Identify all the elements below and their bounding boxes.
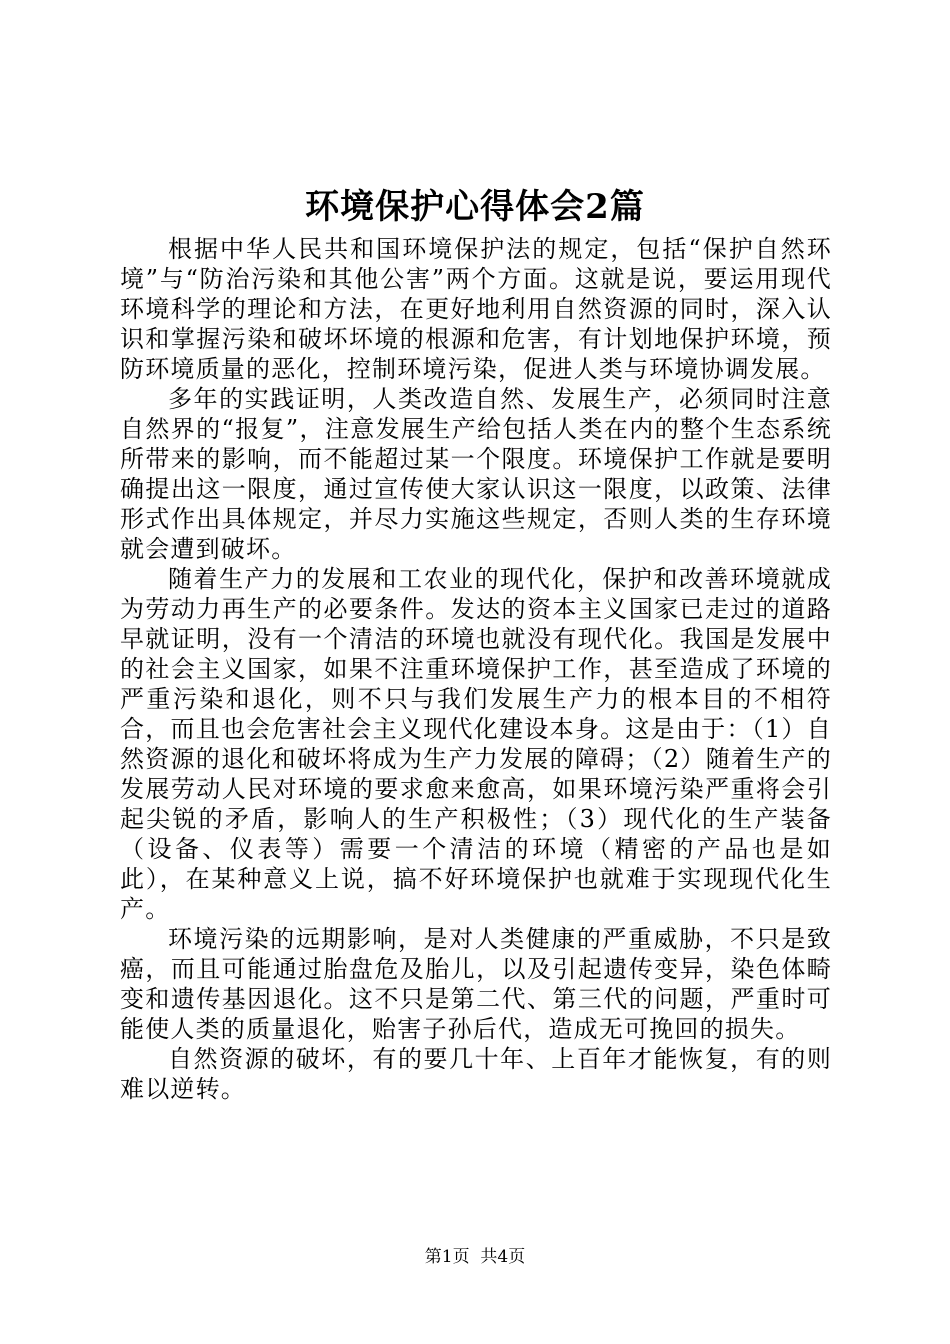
- paragraph-5: 自然资源的破坏，有的要几十年、上百年才能恢复，有的则难以逆转。: [120, 1045, 832, 1103]
- paragraph-4: 环境污染的远期影响，是对人类健康的严重威胁，不只是致癌，而且可能通过胎盘危及胎儿，以及引起遗传变异，染色体畸变和遗传基因退化。这不只是第二代、第三代的问题，严重时可能使人类的质量退化，贻害子孙后代，造成无可挽回的损失。: [120, 925, 832, 1043]
- paragraph-1: 根据中华人民共和国环境保护法的规定，包括“保护自然环境”与“防治污染和其他公害”两个方面。这就是说，要运用现代环境科学的理论和方法，在更好地利用自然资源的同时，深入认识和掌握污染和破坏坏境的根源和危害，有计划地保护环境，预防环境质量的恶化，控制环境污染，促进人类与环境协调发展。: [120, 235, 832, 383]
- page-total: 共4页: [480, 1247, 526, 1267]
- paragraph-2: 多年的实践证明，人类改造自然、发展生产，必须同时注意自然界的“报复”，注意发展生产给包括人类在内的整个生态系统所带来的影响，而不能超过某一个限度。环境保护工作就是要明确提出这一限度，通过宣传使大家认识这一限度，以政策、法律形式作出具体规定，并尽力实施这些规定，否则人类的生存环境就会遭到破坏。: [120, 385, 832, 563]
- document-body: [120, 234, 832, 1104]
- page-number: 第1页: [424, 1247, 470, 1267]
- page-footer: [0, 1245, 950, 1269]
- document-title: 环境保护心得体会2篇: [305, 187, 645, 227]
- paragraph-3: 随着生产力的发展和工农业的现代化，保护和改善环境就成为劳动力再生产的必要条件。发达的资本主义国家已走过的道路早就证明，没有一个清洁的环境也就没有现代化。我国是发展中的社会主义国家，如果不注重环境保护工作，甚至造成了环境的严重污染和退化，则不只与我们发展生产力的根本目的不相符合，而且也会危害社会主义现代化建设本身。这是由于：（1）自然资源的退化和破坏将成为生产力发展的障碍；（2）随着生产的发展劳动人民对环境的要求愈来愈高，如果环境污染严重将会引起尖锐的矛盾，影响人的生产积极性；（3）现代化的生产装备（设备、仪表等）需要一个清洁的环境（精密的产品也是如此），在某种意义上说，搞不好环境保护也就难于实现现代化生产。: [120, 565, 832, 923]
